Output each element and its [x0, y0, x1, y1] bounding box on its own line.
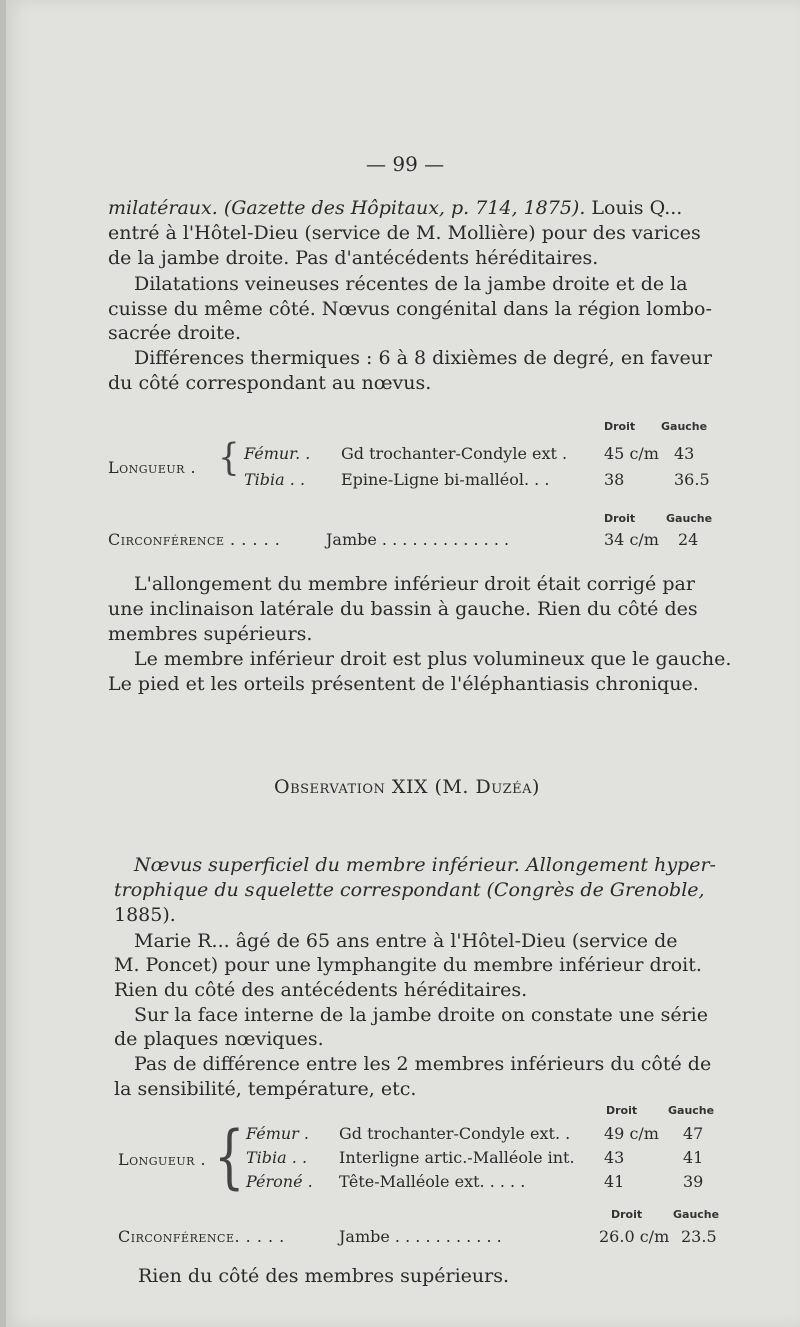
measure-label: Longueur .	[108, 458, 197, 477]
measure-desc: Interligne artic.-Malléole int.	[339, 1148, 575, 1167]
column-header-gauche: Gauche	[666, 512, 713, 525]
text-line: entré à l'Hôtel-Dieu (service de M. Mollière) pour des varices	[108, 222, 701, 244]
measure-desc: Gd trochanter-Condyle ext .	[341, 444, 568, 463]
text-line: Le pied et les orteils présentent de l'éléphantiasis chronique.	[108, 673, 699, 695]
text-line: Marie R... âgé de 65 ans entre à l'Hôtel-Dieu (service de	[134, 930, 678, 952]
value-droit: 38	[604, 470, 625, 489]
value-gauche: 39	[683, 1172, 704, 1191]
column-header-droit: Droit	[606, 1104, 638, 1117]
page-number: — 99 —	[366, 152, 445, 176]
value-droit: 41	[604, 1172, 625, 1191]
text-line: la sensibilité, température, etc.	[114, 1078, 417, 1100]
text-line: Différences thermiques : 6 à 8 dixièmes de degré, en faveur	[134, 347, 713, 369]
bone-name: Péroné .	[246, 1172, 313, 1191]
text-line: cuisse du même côté. Nœvus congénital dans la région lombo-	[108, 298, 712, 320]
value-droit: 45 c/m	[604, 444, 659, 463]
text-line	[108, 196, 682, 221]
measure-desc: Jambe . . . . . . . . . . . . .	[326, 530, 510, 549]
column-header-droit: Droit	[604, 420, 636, 433]
text-line: une inclinaison latérale du bassin à gauche. Rien du côté des	[108, 598, 698, 620]
value-gauche: 36.5	[674, 470, 710, 489]
bone-name: Tibia . .	[246, 1148, 308, 1167]
observation-title: 1885).	[114, 904, 176, 926]
citation-rest: Louis Q...	[585, 197, 683, 219]
column-header-gauche: Gauche	[668, 1104, 715, 1117]
column-header-droit: Droit	[604, 512, 636, 525]
value-gauche: 47	[683, 1124, 704, 1143]
value-gauche: 23.5	[681, 1227, 717, 1246]
measure-desc: Jambe . . . . . . . . . . .	[339, 1227, 502, 1246]
text-line: Le membre inférieur droit est plus volumineux que le gauche.	[134, 648, 732, 670]
text-line: M. Poncet) pour une lymphangite du membre inférieur droit.	[114, 954, 702, 976]
column-header-gauche: Gauche	[661, 420, 708, 433]
brace-icon: {	[214, 1116, 245, 1198]
value-gauche: 24	[678, 530, 699, 549]
bone-name: Fémur. .	[244, 444, 311, 463]
text-line: Rien du côté des membres supérieurs.	[138, 1265, 510, 1287]
text-line: Sur la face interne de la jambe droite on constate une série	[134, 1004, 708, 1026]
value-droit: 49 c/m	[604, 1124, 659, 1143]
brace-icon: {	[218, 436, 240, 480]
text-line: de plaques nœviques.	[114, 1028, 324, 1050]
bone-name: Fémur .	[246, 1124, 309, 1143]
value-gauche: 41	[683, 1148, 704, 1167]
measure-label: Longueur .	[118, 1150, 207, 1169]
value-gauche: 43	[674, 444, 695, 463]
book-page	[6, 0, 800, 1327]
text-line: L'allongement du membre inférieur droit était corrigé par	[134, 573, 695, 595]
observation-title: trophique du squelette correspondant (Congrès de Grenoble,	[114, 879, 705, 901]
value-droit: 34 c/m	[604, 530, 659, 549]
value-droit: 26.0 c/m	[599, 1227, 670, 1246]
measure-desc: Tête-Malléole ext. . . . .	[339, 1172, 526, 1191]
text-line: Pas de différence entre les 2 membres inférieurs du côté de	[134, 1053, 712, 1075]
circumference-label: Circonférence. . . . .	[118, 1227, 285, 1246]
measure-desc: Gd trochanter-Condyle ext. .	[339, 1124, 571, 1143]
value-droit: 43	[604, 1148, 625, 1167]
section-heading: Observation XIX (M. Duzéa)	[274, 776, 540, 798]
observation-title: Nœvus superficiel du membre inférieur. Allongement hyper-	[134, 854, 716, 876]
text-line: Rien du côté des antécédents héréditaires.	[114, 979, 528, 1001]
bone-name: Tibia . .	[244, 470, 306, 489]
text-line: sacrée droite.	[108, 322, 242, 344]
column-header-gauche: Gauche	[673, 1208, 720, 1221]
text-line: Dilatations veineuses récentes de la jambe droite et de la	[134, 273, 688, 295]
text-line: de la jambe droite. Pas d'antécédents héréditaires.	[108, 247, 599, 269]
text-line: du côté correspondant au nœvus.	[108, 372, 432, 394]
citation-italic: milatéraux. (Gazette des Hôpitaux, p. 714, 1875).	[108, 197, 586, 219]
column-header-droit: Droit	[611, 1208, 643, 1221]
text-line: membres supérieurs.	[108, 623, 313, 645]
measure-desc: Epine-Ligne bi-malléol. . .	[341, 470, 550, 489]
circumference-label: Circonférence . . . . .	[108, 530, 281, 549]
